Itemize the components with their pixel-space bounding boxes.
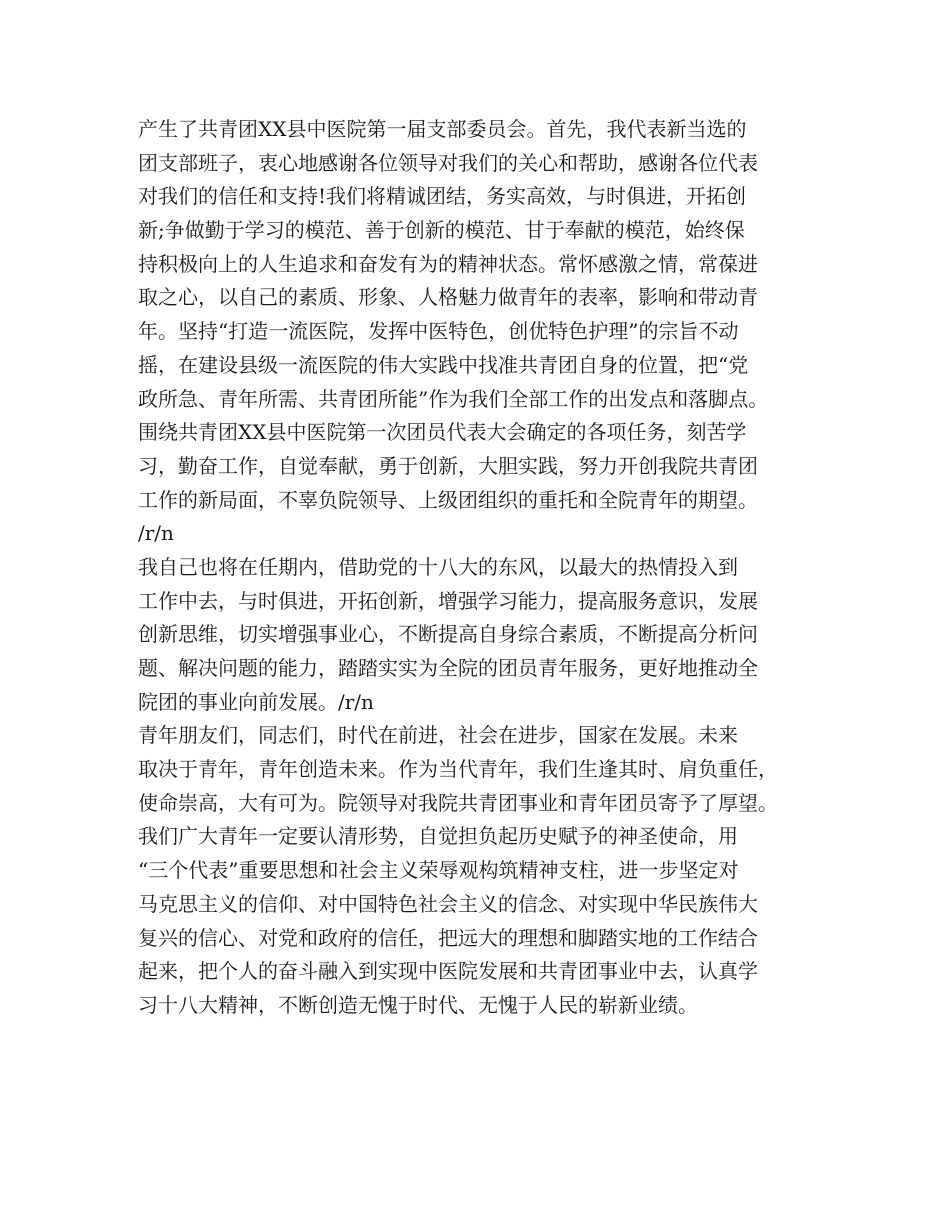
text-line: 复兴的信心、对党和政府的信任，把远大的理想和脚踏实地的工作结合 [138,925,758,950]
text-line: 习十八大精神，不断创造无愧于时代、无愧于人民的崭新业绩。 [138,992,698,1017]
text-line: 政所急、青年所需、共青团所能”作为我们全部工作的出发点和落脚点。 [138,386,769,411]
text-line: 马克思主义的信仰、对中国特色社会主义的信念、对实现中华民族伟大 [138,891,758,916]
document-body [138,113,838,1023]
text-line: 取决于青年，青年创造未来。作为当代青年，我们生逢其时、肩负重任， [138,757,778,782]
text-line: 我自己也将在任期内，借助党的十八大的东风，以最大的热情投入到 [138,554,738,579]
text-line: 产生了共青团XX县中医院第一届支部委员会。首先，我代表新当选的 [138,117,747,141]
text-line: 起来，把个人的奋斗融入到实现中医院发展和共青团事业中去，认真学 [138,959,758,984]
text-line: 团支部班子，衷心地感谢各位领导对我们的关心和帮助，感谢各位代表 [138,150,758,175]
text-line: 新;争做勤于学习的模范、善于创新的模范、甘于奉献的模范，始终保 [138,218,745,243]
text-line: 围绕共青团XX县中医院第一次团员代表大会确定的各项任务，刻苦学 [138,420,747,445]
text-line: /r/n [138,521,174,546]
text-line: 习，勤奋工作，自觉奉献，勇于创新，大胆实践，努力开创我院共青团 [138,453,758,478]
text-line: 工作的新局面，不辜负院领导、上级团组织的重托和全院青年的期望。 [138,487,758,512]
text-line: 我们广大青年一定要认清形势，自觉担负起历史赋予的神圣使命，用 [138,824,738,849]
text-line: 摇，在建设县级一流医院的伟大实践中找准共青团自身的位置，把“党 [138,352,749,377]
text-line: 院团的事业向前发展。/r/n [138,689,374,714]
text-line: “三个代表”重要思想和社会主义荣辱观构筑精神支柱，进一步坚定对 [138,858,739,883]
text-line: 创新思维，切实增强事业心，不断提高自身综合素质，不断提高分析问 [138,622,758,647]
text-line: 对我们的信任和支持!我们将精诚团结，务实高效，与时俱进，开拓创 [138,184,747,209]
text-line: 工作中去，与时俱进，开拓创新，增强学习能力，提高服务意识，发展 [138,588,758,613]
text-line: 取之心，以自己的素质、形象、人格魅力做青年的表率，影响和带动青 [138,285,758,310]
text-line: 年。坚持“打造一流医院，发挥中医特色，创优特色护理”的宗旨不动 [138,319,739,344]
text-line: 使命崇高，大有可为。院领导对我院共青团事业和青年团员寄予了厚望。 [138,790,778,815]
text-line: 题、解决问题的能力，踏踏实实为全院的团员青年服务，更好地推动全 [138,656,758,680]
text-line: 青年朋友们，同志们，时代在前进，社会在进步，国家在发展。未来 [138,723,738,748]
text-line: 持积极向上的人生追求和奋发有为的精神状态。常怀感激之情，常葆进 [138,251,758,276]
